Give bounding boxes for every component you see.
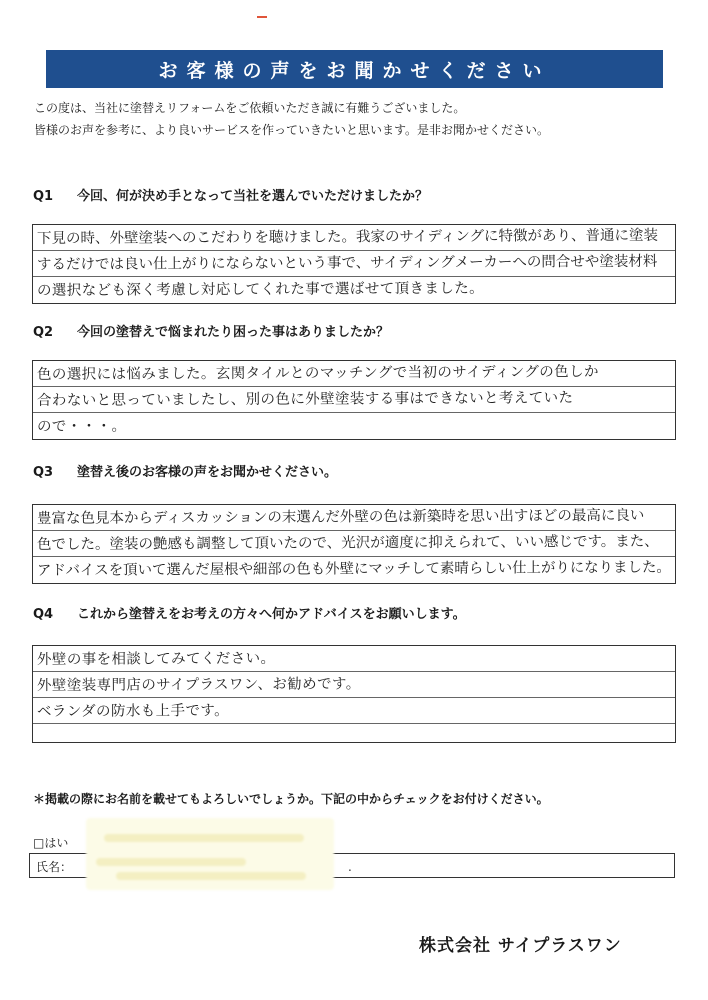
consent-note: ＊掲載の際にお名前を載せてもよろしいでしょうか。下記の中からチェックをお付けください。	[33, 792, 549, 806]
answer-line	[33, 531, 675, 557]
answer-box-2	[32, 360, 676, 440]
answer-text: 豊富な色見本からディスカッションの末選んだ外壁の色は新築時を思い出すほどの最高に良い	[36, 507, 645, 527]
answer-box-3	[32, 504, 676, 584]
answer-line	[33, 557, 675, 583]
answer-box-1	[32, 224, 676, 304]
company-name: 株式会社 サイプラスワン	[419, 936, 622, 956]
answer-text: の選択なども深く考慮し対応してくれた事で選ばせて頂きました。	[36, 280, 485, 299]
question-number: Q1	[33, 189, 54, 204]
answer-text: ベランダの防水も上手です。	[36, 702, 230, 720]
intro-line-1: この度は、当社に塗替えリフォームをご依頼いただき誠に有難うございました。	[34, 101, 466, 115]
answer-text: 色でした。塗装の艶感も調整して頂いたので、光沢が適度に抑えられて、いい感じです。また、	[36, 533, 659, 553]
answer-line	[33, 505, 675, 531]
question-text: これから塗替えをお考えの方々へ何かアドバイスをお願いします。	[77, 607, 466, 622]
question-number: Q3	[33, 465, 54, 480]
question-number: Q2	[33, 325, 54, 340]
question-4	[33, 603, 466, 622]
answer-text: 色の選択には悩みました。玄関タイルとのマッチングで当初のサイディングの色しか	[36, 364, 599, 383]
question-2	[33, 321, 389, 340]
answer-line	[33, 698, 675, 724]
question-text: 今回の塗替えで悩まれたり困った事はありましたか？	[77, 325, 390, 340]
answer-line	[33, 225, 675, 251]
answer-line	[33, 724, 675, 742]
answer-text: ので・・・。	[36, 418, 127, 435]
page-title: お客様の声をお聞かせください	[46, 50, 663, 88]
answer-text: 合わないと思っていましたし、別の色に外壁塗装する事はできないと考えていた	[36, 390, 574, 409]
name-mark-icon: .	[348, 860, 352, 874]
answer-text: 外壁の事を相談してみてください。	[36, 650, 276, 668]
top-mark	[257, 16, 267, 18]
answer-text: 外壁塗装専門店のサイプラスワン、お勧めです。	[36, 676, 361, 694]
question-3	[33, 461, 337, 480]
question-number: Q4	[33, 607, 54, 622]
answer-text: 下見の時、外壁塗装へのこだわりを聴けました。我家のサイディングに特徴があり、普通に塗装	[36, 227, 659, 247]
answer-line	[33, 277, 675, 303]
answer-line	[33, 387, 675, 413]
answer-line	[33, 672, 675, 698]
question-1	[33, 185, 428, 204]
answer-line	[33, 646, 675, 672]
answer-line	[33, 251, 675, 277]
answer-line	[33, 413, 675, 439]
redacted-name-area	[86, 818, 334, 890]
answer-line	[33, 361, 675, 387]
answer-text: するだけでは良い仕上がりにならないという事で、サイディングメーカーへの問合せや塗装材料	[36, 253, 658, 273]
question-text: 今回、何が決め手となって当社を選んでいただけましたか？	[77, 189, 429, 204]
answer-box-4	[32, 645, 676, 743]
consent-yes-option[interactable]: □はい	[33, 836, 69, 850]
name-label: 氏名：	[36, 860, 73, 874]
intro-line-2: 皆様のお声を参考に、より良いサービスを作っていきたいと思います。是非お聞かせください。	[34, 123, 550, 137]
question-text: 塗替え後のお客様の声をお聞かせください。	[77, 465, 338, 480]
answer-text: アドバイスを頂いて選んだ屋根や細部の色も外壁にマッチして素晴らしい仕上がりになりました。	[36, 559, 671, 579]
